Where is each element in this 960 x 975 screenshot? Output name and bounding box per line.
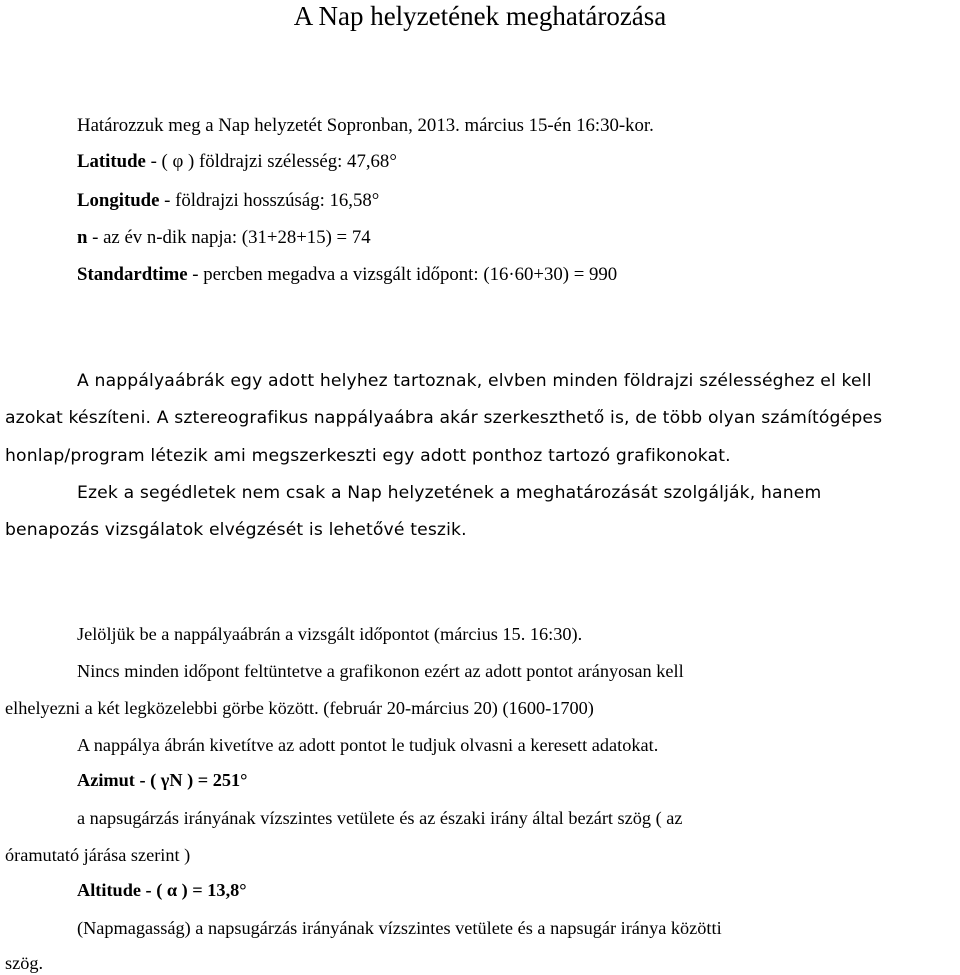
para1-line: azokat készíteni. A sztereografikus nappályaábra akár szerkeszthető is, de több olyan számítógépes	[5, 408, 883, 428]
para2-line: Jelöljük be a nappályaábrán a vizsgált időpontot (március 15. 16:30).	[77, 624, 583, 644]
azimut-description: a napsugárzás irányának vízszintes vetülete és az északi irány által bezárt szög ( az	[77, 808, 683, 828]
para1-line: benapozás vizsgálatok elvégzését is lehetővé teszik.	[5, 520, 467, 540]
standardtime-text: - percben megadva a vizsgált időpont: (16·60+30) = 990	[187, 264, 618, 285]
latitude-term: Latitude	[77, 151, 146, 172]
azimut-heading: Azimut - ( γN ) = 251°	[77, 770, 248, 790]
n-term: n	[77, 227, 88, 248]
n-line	[77, 226, 371, 250]
para1-line: Ezek a segédletek nem csak a Nap helyzetének a meghatározását szolgálják, hanem	[77, 483, 822, 503]
standardtime-line	[77, 263, 617, 287]
longitude-text: - földrajzi hosszúság: 16,58°	[159, 190, 380, 211]
longitude-term: Longitude	[77, 190, 160, 211]
altitude-description: (Napmagasság) a napsugárzás irányának vízszintes vetülete és a napsugár iránya közötti	[77, 918, 722, 938]
longitude-line	[77, 189, 379, 213]
para2-line: Nincs minden időpont feltüntetve a grafikonon ezért az adott pontot arányosan kell	[77, 661, 684, 681]
page-title: A Nap helyzetének meghatározása	[293, 1, 667, 31]
altitude-description: szög.	[5, 953, 44, 973]
intro-sentence: Határozzuk meg a Nap helyzetét Sopronban, 2013. március 15-én 16:30-kor.	[77, 115, 654, 136]
azimut-description: óramutató járása szerint )	[5, 845, 191, 865]
latitude-line	[77, 150, 397, 174]
latitude-text: - ( φ ) földrajzi szélesség: 47,68°	[145, 151, 397, 172]
altitude-heading: Altitude - ( α ) = 13,8°	[77, 880, 247, 900]
para1-line: honlap/program létezik ami megszerkeszti egy adott ponthoz tartozó grafikonokat.	[5, 446, 731, 466]
standardtime-term: Standardtime	[77, 264, 188, 285]
n-text: - az év n-dik napja: (31+28+15) = 74	[87, 227, 371, 248]
para2-line: A nappálya ábrán kivetítve az adott pontot le tudjuk olvasni a keresett adatokat.	[77, 735, 659, 755]
para2-line: elhelyezni a két legközelebbi görbe között. (február 20-március 20) (1600-1700)	[5, 698, 594, 718]
para1-line: A nappályaábrák egy adott helyhez tartoznak, elvben minden földrajzi szélességhez el kell	[77, 371, 872, 391]
